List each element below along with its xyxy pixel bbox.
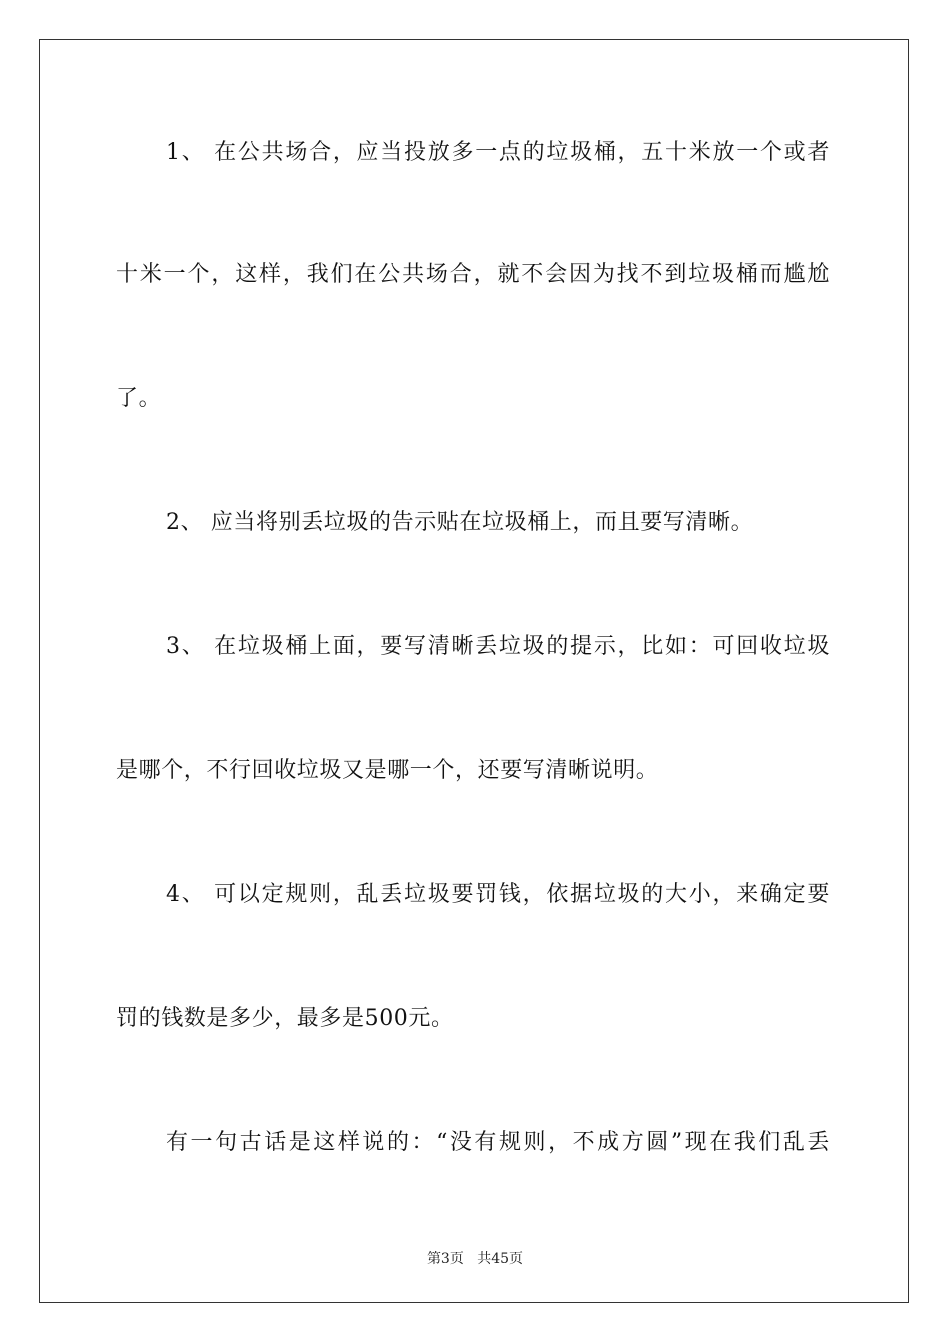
paragraph-3-line-2: 是哪个，不行回收垃圾又是哪一个，还要写清晰说明。 xyxy=(116,758,659,783)
total-page-count: 共45页 xyxy=(477,1251,524,1267)
paragraph-4-line-2: 罚的钱数是多少，最多是500元。 xyxy=(116,1006,454,1031)
paragraph-1-line-2: 十米一个，这样，我们在公共场合，就不会因为找不到垃圾桶而尴尬 xyxy=(116,262,830,287)
page-border xyxy=(39,39,909,1303)
paragraph-1-line-1: 1、 在公共场合，应当投放多一点的垃圾桶，五十米放一个或者 xyxy=(166,140,830,165)
current-page-number: 第3页 xyxy=(426,1251,464,1267)
paragraph-2-line-1: 2、 应当将别丢垃圾的告示贴在垃圾桶上，而且要写清晰。 xyxy=(166,510,754,535)
footer-gap xyxy=(464,1251,477,1267)
paragraph-3-line-1: 3、 在垃圾桶上面，要写清晰丢垃圾的提示，比如：可回收垃圾 xyxy=(166,634,830,659)
paragraph-1-line-3: 了。 xyxy=(116,386,162,411)
paragraph-5-line-1: 有一句古话是这样说的：“没有规则，不成方圆”现在我们乱丢 xyxy=(166,1130,830,1155)
paragraph-4-line-1: 4、 可以定规则，乱丢垃圾要罚钱，依据垃圾的大小，来确定要 xyxy=(166,882,830,907)
page-footer xyxy=(0,1248,950,1268)
